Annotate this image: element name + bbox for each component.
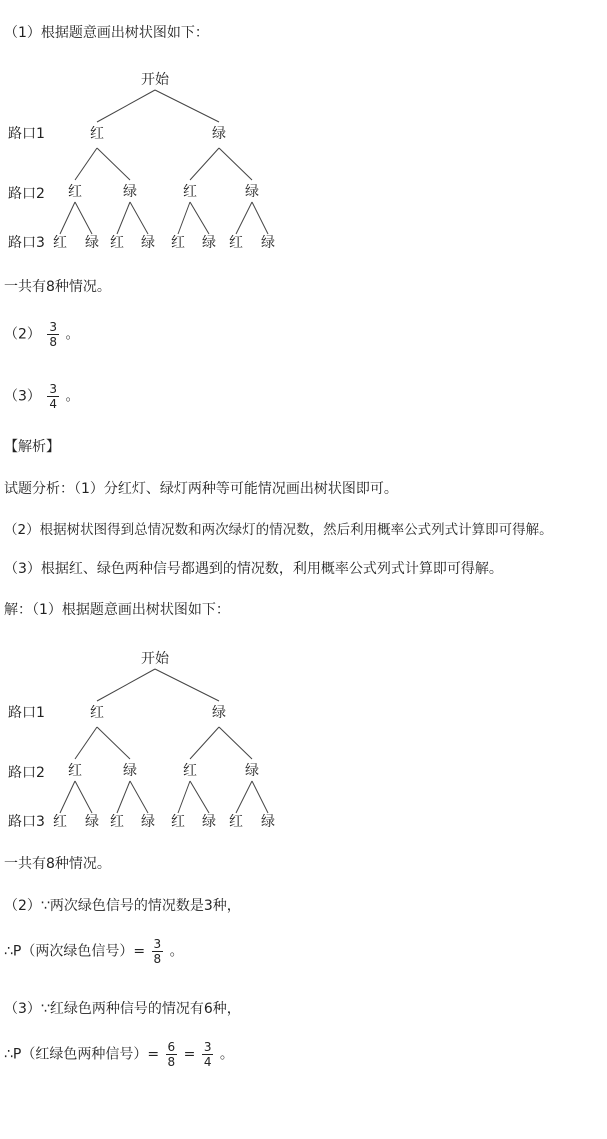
l3-node: 绿: [85, 814, 99, 830]
denominator: 4: [203, 1055, 212, 1069]
l3-node: 绿: [202, 814, 216, 830]
l3-node: 红: [53, 235, 67, 251]
period: 。: [65, 388, 80, 405]
l2-node: 绿: [123, 763, 137, 779]
solution-intro: 解：（1）根据题意画出树状图如下：: [4, 602, 230, 618]
answer-3: [4, 382, 79, 411]
row-label-3: 路口3: [8, 235, 45, 251]
row-label-1: 路口1: [8, 705, 45, 721]
period: 。: [65, 326, 80, 343]
denominator: 8: [49, 335, 58, 349]
period: 。: [169, 943, 184, 960]
numerator: 3: [49, 382, 58, 396]
equals-sign: =: [183, 1046, 196, 1063]
answer-2: [4, 320, 79, 349]
l1-node: 红: [90, 126, 104, 142]
l3-node: 绿: [261, 814, 275, 830]
answer-3-label: （3）: [4, 388, 41, 405]
l2-node: 绿: [245, 184, 259, 200]
analysis-line-2: （2）根据树状图得到总情况数和两次绿灯的情况数，然后利用概率公式列式计算即可得解。: [4, 522, 553, 538]
numerator: 3: [203, 1040, 212, 1054]
numerator: 6: [167, 1040, 176, 1054]
l3-node: 绿: [85, 235, 99, 251]
total-cases-1: 一共有8种情况。: [4, 279, 111, 295]
solution-3-prob: [4, 1040, 234, 1069]
l3-node: 绿: [141, 814, 155, 830]
tree-root: 开始: [141, 72, 169, 88]
row-label-2: 路口2: [8, 186, 45, 202]
prob-prefix: ∴P（红绿色两种信号）=: [4, 1046, 160, 1063]
prob-prefix: ∴P（两次绿色信号）=: [4, 943, 146, 960]
l3-node: 红: [171, 814, 185, 830]
l1-node: 红: [90, 705, 104, 721]
row-label-1: 路口1: [8, 126, 45, 142]
solution-2-line: （2）∵两次绿色信号的情况数是3种，: [4, 898, 241, 914]
l3-node: 红: [229, 814, 243, 830]
row-label-3: 路口3: [8, 814, 45, 830]
l3-node: 绿: [202, 235, 216, 251]
l3-node: 红: [53, 814, 67, 830]
l3-node: 红: [110, 814, 124, 830]
numerator: 3: [49, 320, 58, 334]
part1-intro: （1）根据题意画出树状图如下：: [4, 25, 209, 41]
fraction: [202, 1040, 214, 1069]
fraction: [47, 320, 59, 349]
total-cases-2: 一共有8种情况。: [4, 856, 111, 872]
denominator: 8: [167, 1055, 176, 1069]
l2-node: 绿: [245, 763, 259, 779]
l3-node: 绿: [141, 235, 155, 251]
row-label-2: 路口2: [8, 765, 45, 781]
l3-node: 红: [229, 235, 243, 251]
period: 。: [219, 1046, 234, 1063]
solution-2-prob: [4, 937, 184, 966]
solution-3-line: （3）∵红绿色两种信号的情况有6种，: [4, 1001, 241, 1017]
l1-node: 绿: [212, 705, 226, 721]
fraction: [166, 1040, 178, 1069]
l2-node: 红: [183, 763, 197, 779]
analysis-line-1: 试题分析：（1）分红灯、绿灯两种等可能情况画出树状图即可。: [4, 481, 398, 497]
numerator: 3: [153, 937, 162, 951]
denominator: 4: [49, 397, 58, 411]
l3-node: 红: [171, 235, 185, 251]
analysis-line-3: （3）根据红、绿色两种信号都遇到的情况数，利用概率公式列式计算即可得解。: [4, 561, 503, 577]
l1-node: 绿: [212, 126, 226, 142]
l3-node: 红: [110, 235, 124, 251]
tree-diagram-2: [0, 647, 300, 847]
fraction: [47, 382, 59, 411]
tree-root: 开始: [141, 651, 169, 667]
l2-node: 红: [68, 763, 82, 779]
l3-node: 绿: [261, 235, 275, 251]
answer-2-label: （2）: [4, 326, 41, 343]
l2-node: 红: [183, 184, 197, 200]
fraction: [152, 937, 164, 966]
denominator: 8: [153, 952, 162, 966]
l2-node: 绿: [123, 184, 137, 200]
tree-diagram-1: [0, 68, 300, 268]
l2-node: 红: [68, 184, 82, 200]
analysis-heading: 【解析】: [4, 439, 60, 455]
